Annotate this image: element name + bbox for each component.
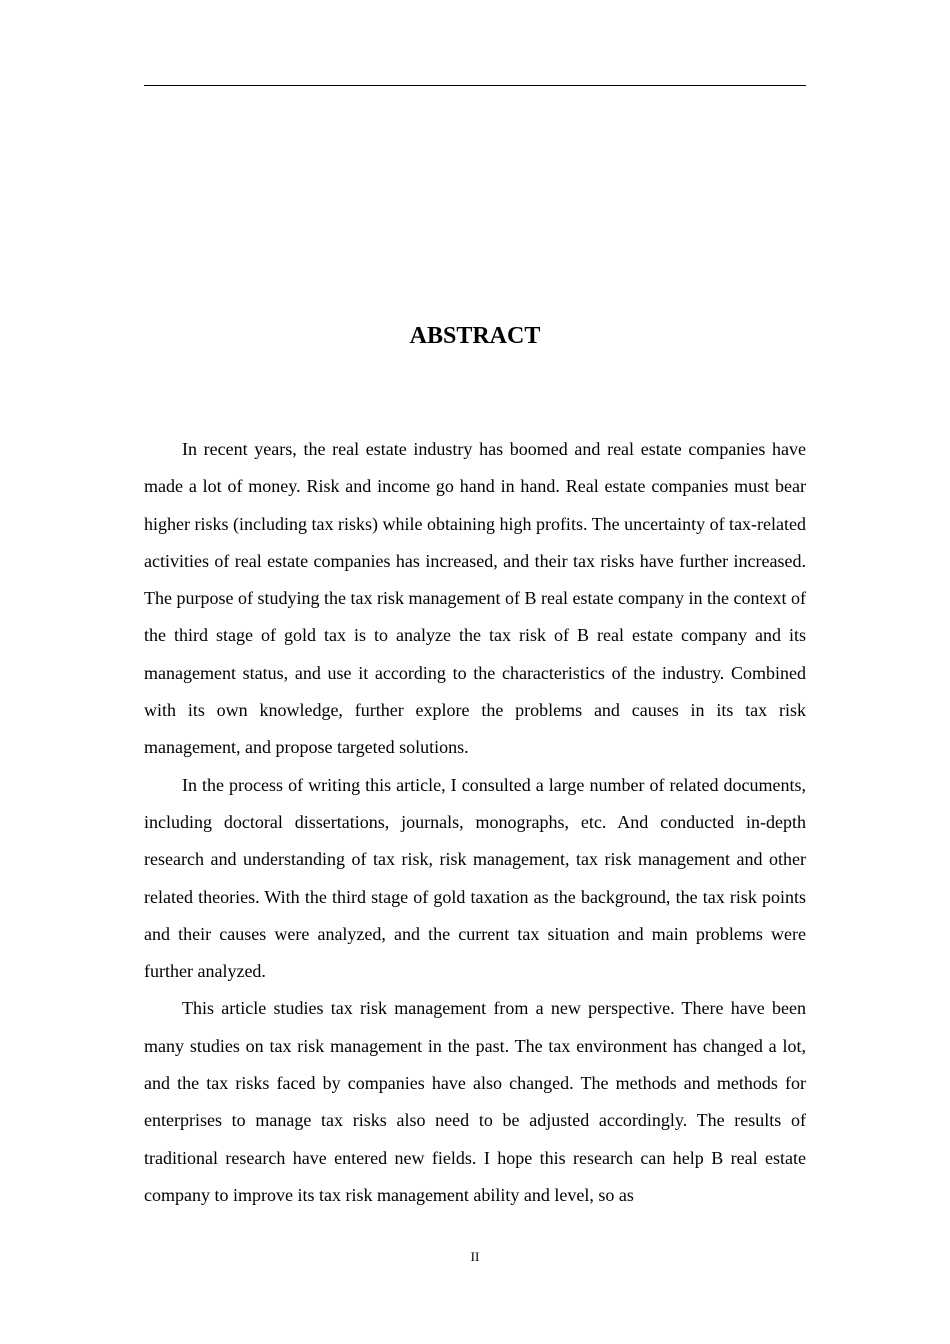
abstract-paragraph-3: This article studies tax risk management from a new perspective. There have been many studies on tax risk management in the past. The tax environment has changed a lot, and the tax risks faced by companies have also changed. The methods and methods for enterprises to manage tax risks also need to be adjusted accordingly. The results of traditional research have entered new fields. I hope this research can help B real estate company to improve its tax risk management ability and level, so as (144, 998, 806, 1205)
header-rule (144, 85, 806, 86)
abstract-body (144, 431, 806, 1214)
abstract-title: ABSTRACT (409, 323, 541, 349)
page-number: II (470, 1249, 480, 1264)
abstract-paragraph-1: In recent years, the real estate industry has boomed and real estate companies have made a lot of money. Risk and income go hand in hand. Real estate companies must bear higher risks (including tax risks) while obtaining high profits. The uncertainty of tax-related activities of real estate companies has increased, and their tax risks have further increased. The purpose of studying the tax risk management of B real estate company in the context of the third stage of gold tax is to analyze the tax risk of B real estate company and its management status, and use it according to the characteristics of the industry. Combined with its own knowledge, further explore the problems and causes in its tax risk management, and propose targeted solutions. (144, 439, 807, 758)
abstract-paragraph-2: In the process of writing this article, I consulted a large number of related documents, including doctoral dissertations, journals, monographs, etc. And conducted in-depth research and understanding of tax risk, risk management, tax risk management and other related theories. With the third stage of gold taxation as the background, the tax risk points and their causes were analyzed, and the current tax situation and main problems were further analyzed. (144, 774, 806, 982)
